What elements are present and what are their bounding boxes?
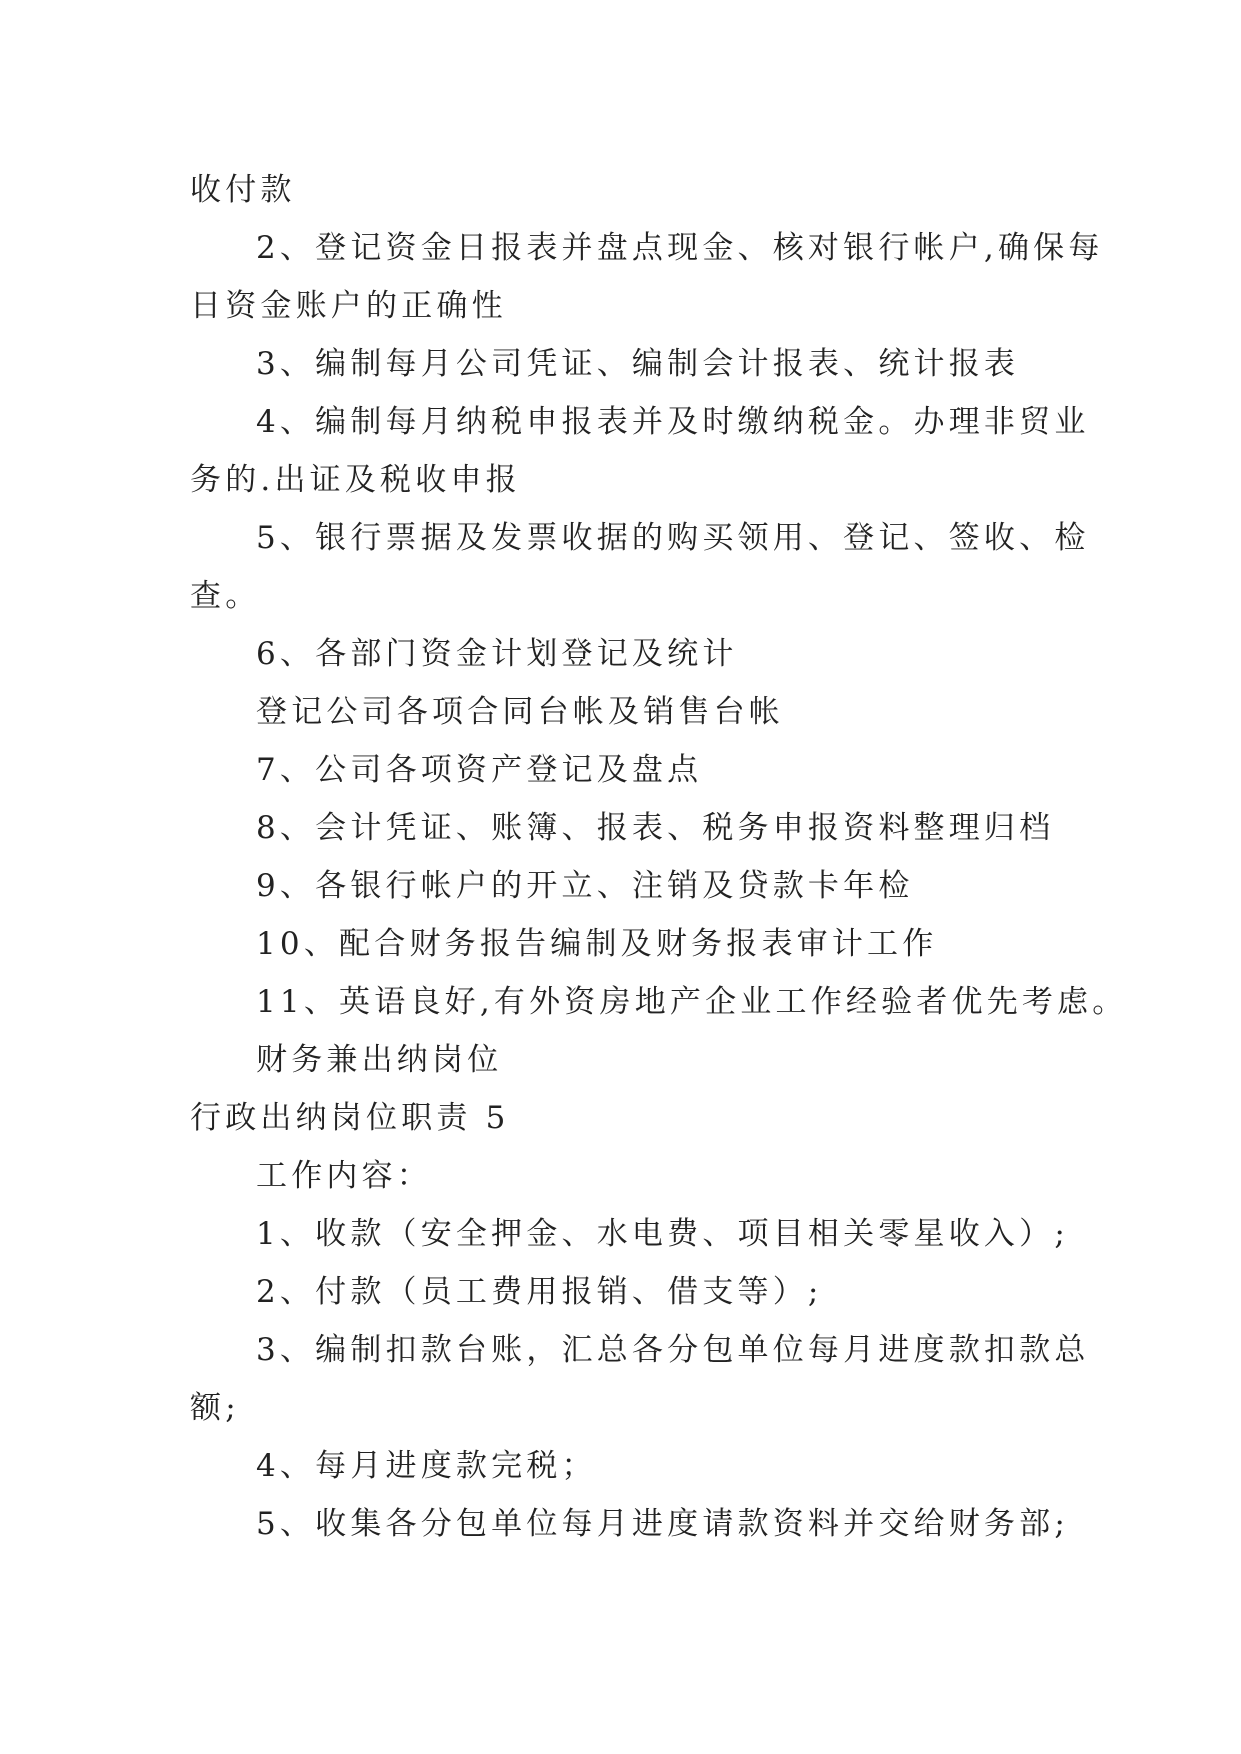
text-line: 6、各部门资金计划登记及统计: [256, 636, 738, 672]
text-line: 登记公司各项合同台帐及销售台帐: [256, 694, 784, 730]
text-line: 4、编制每月纳税申报表并及时缴纳税金。办理非贸业: [256, 404, 1090, 440]
text-line: 5、银行票据及发票收据的购买领用、登记、签收、检: [256, 520, 1090, 556]
text-line: 1、收款（安全押金、水电费、项目相关零星收入）;: [256, 1216, 1069, 1252]
text-line: 财务兼出纳岗位: [256, 1042, 503, 1078]
section-heading: 行政出纳岗位职责 5: [190, 1100, 510, 1136]
text-line: 9、各银行帐户的开立、注销及贷款卡年检: [256, 868, 914, 904]
text-line: 3、编制每月公司凭证、编制会计报表、统计报表: [256, 346, 1020, 382]
text-line: 2、登记资金日报表并盘点现金、核对银行帐户,确保每: [256, 230, 1104, 266]
text-line: 工作内容：: [256, 1158, 432, 1194]
text-line: 4、每月进度款完税；: [256, 1448, 597, 1484]
text-line: 额;: [190, 1390, 240, 1426]
text-line: 3、编制扣款台账，汇总各分包单位每月进度款扣款总: [256, 1332, 1090, 1368]
text-line: 7、公司各项资产登记及盘点: [256, 752, 703, 788]
text-line: 10、配合财务报告编制及财务报表审计工作: [256, 926, 938, 962]
text-line: 收付款: [190, 172, 296, 208]
text-line: 2、付款（员工费用报销、借支等）;: [256, 1274, 823, 1310]
text-line: 务的.出证及税收申报: [190, 462, 521, 498]
text-line: 5、收集各分包单位每月进度请款资料并交给财务部;: [256, 1506, 1069, 1542]
document-body: [190, 161, 1128, 1553]
text-line: 11、英语良好,有外资房地产企业工作经验者优先考虑。: [256, 984, 1128, 1020]
text-line: 8、会计凭证、账簿、报表、税务申报资料整理归档: [256, 810, 1055, 846]
text-line: 日资金账户的正确性: [190, 288, 507, 324]
text-line: 查。: [190, 578, 261, 614]
